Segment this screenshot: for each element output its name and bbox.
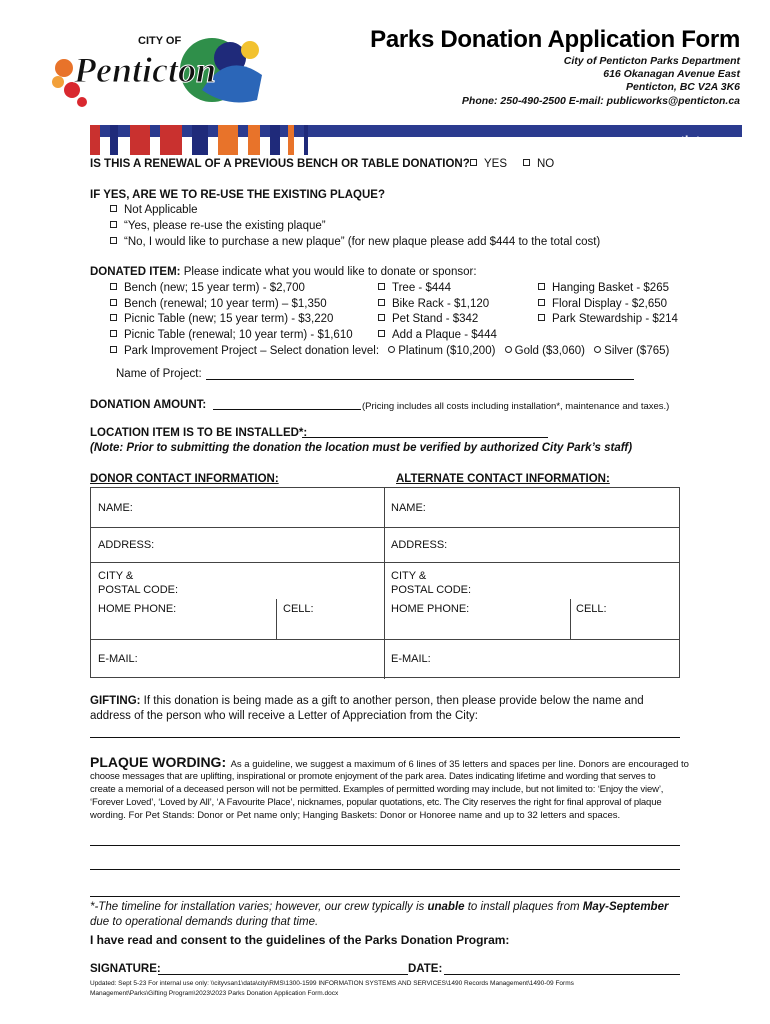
plaque-wording-field[interactable]	[90, 869, 680, 870]
item-option[interactable]: Picnic Table (renewal; 10 year term) - $1,610	[110, 328, 353, 344]
plaque-reuse-question: IF YES, ARE WE TO RE-USE THE EXISTING PLAQUE?	[90, 189, 385, 201]
park-project-option[interactable]: Park Improvement Project – Select donation level: Platinum ($10,200) Gold ($3,060) Silver ($765)	[110, 344, 669, 360]
item-option[interactable]: Add a Plaque - $444	[378, 328, 497, 344]
donor-home-phone-field[interactable]: HOME PHONE:	[98, 603, 177, 615]
alt-cell-field[interactable]: CELL:	[576, 603, 607, 615]
radio-gold[interactable]	[505, 346, 512, 353]
footer-line: Updated: Sept 5-23 For internal use only: \\cityvsan1\data\city\RMS\1300-1599 INFORMATION SYSTEMS AND SERVICES\1490 Records Management\1490-09 Forms	[90, 980, 574, 987]
location-label: LOCATION ITEM IS TO BE INSTALLED*:	[90, 427, 308, 439]
timeline-note-2: due to operational demands during that time.	[90, 916, 319, 928]
alt-email-field[interactable]: E-MAIL:	[391, 653, 431, 665]
alt-address-field[interactable]: ADDRESS:	[391, 539, 448, 551]
donation-amount-label: DONATION AMOUNT:	[90, 399, 207, 411]
item-option[interactable]: Park Stewardship - $214	[538, 312, 678, 328]
plaque-wording-intro: PLAQUE WORDING: As a guideline, we suggest a maximum of 6 lines of 35 letters and spaces per line. Donors are encouraged to	[90, 754, 689, 770]
renewal-yes-option[interactable]: YES	[470, 157, 507, 173]
donated-item-heading: DONATED ITEM: Please indicate what you would like to donate or sponsor:	[90, 266, 477, 278]
donor-contact-heading: DONOR CONTACT INFORMATION:	[90, 473, 279, 485]
donor-city-field[interactable]: CITY & POSTAL CODE:	[98, 570, 179, 596]
alt-name-field[interactable]: NAME:	[391, 502, 426, 514]
donation-amount-field[interactable]	[213, 409, 361, 410]
gifting-field[interactable]	[90, 737, 680, 738]
plaque-option[interactable]: “No, I would like to purchase a new plaque” (for new plaque please add $444 to the total cost)	[110, 235, 600, 251]
item-option[interactable]: Bike Rack - $1,120	[378, 297, 489, 313]
location-field[interactable]	[302, 437, 548, 438]
date-field[interactable]	[444, 974, 680, 975]
plaque-wording-line: wording. For Pet Stands: Donor or Pet name only; Hanging Baskets: Donor or Honoree name and up to 32 letters and spaces.	[90, 810, 621, 821]
signature-label: SIGNATURE:	[90, 963, 161, 975]
consent-statement: I have read and consent to the guidelines of the Parks Donation Program:	[90, 933, 510, 947]
donor-email-field[interactable]: E-MAIL:	[98, 653, 138, 665]
donor-cell-field[interactable]: CELL:	[283, 603, 314, 615]
checkbox-no[interactable]	[523, 159, 530, 166]
project-name-label: Name of Project:	[116, 368, 202, 380]
item-option[interactable]: Picnic Table (new; 15 year term) - $3,220	[110, 312, 333, 328]
item-option[interactable]: Bench (new; 15 year term) - $2,700	[110, 281, 305, 297]
plaque-wording-line: create a memorial of a deceased person will not be permitted. Examples of permitted wording may include, but not limited to: ‘Enjoy the view’,	[90, 784, 664, 795]
project-name-field[interactable]	[206, 379, 634, 380]
department-name: City of Penticton Parks Department	[563, 55, 740, 67]
plaque-wording-line: choose messages that are uplifting, inspirational or promote enjoyment of the park area. Dates indicating lifetime and wording that serves to	[90, 771, 656, 782]
gifting-text-2: address of the person who will receive a Letter of Appreciation from the City:	[90, 710, 479, 722]
item-option[interactable]: Hanging Basket - $265	[538, 281, 669, 297]
city-address: Penticton, BC V2A 3K6	[626, 81, 740, 93]
pricing-note: (Pricing includes all costs including installation*, maintenance and taxes.)	[362, 401, 670, 412]
item-option[interactable]: Tree - $444	[378, 281, 451, 297]
date-label: DATE:	[408, 963, 443, 975]
location-note: (Note: Prior to submitting the donation the location must be verified by authorized City Park’s staff)	[90, 442, 633, 454]
item-option[interactable]: Floral Display - $2,650	[538, 297, 667, 313]
plaque-wording-line: ‘Forever Loved’, ‘Loved by All’, ‘A Favourite Place’, nicknames, popular quotations, etc. The City reserves the right for final approval of plaque	[90, 797, 662, 808]
checkbox-yes[interactable]	[470, 159, 477, 166]
donor-name-field[interactable]: NAME:	[98, 502, 133, 514]
renewal-no-option[interactable]: NO	[523, 157, 554, 173]
street-address: 616 Okanagan Avenue East	[603, 68, 740, 80]
donor-address-field[interactable]: ADDRESS:	[98, 539, 155, 551]
alt-city-field[interactable]: CITY & POSTAL CODE:	[391, 570, 472, 596]
radio-silver[interactable]	[594, 346, 601, 353]
svg-text:CITY OF: CITY OF	[138, 35, 182, 47]
radio-platinum[interactable]	[388, 346, 395, 353]
contact-line: Phone: 250-490-2500 E-mail: publicworks@penticton.ca	[461, 95, 740, 107]
signature-field[interactable]	[158, 974, 408, 975]
item-option[interactable]: Pet Stand - $342	[378, 312, 478, 328]
footer-line: Management\Parks\Gifting Program\2023\2023 Parks Donation Application Form.docx	[90, 990, 339, 997]
alt-home-phone-field[interactable]: HOME PHONE:	[391, 603, 470, 615]
plaque-option[interactable]: “Yes, please re-use the existing plaque”	[110, 219, 326, 235]
plaque-option[interactable]: Not Applicable	[110, 203, 198, 219]
svg-text:Penticton: Penticton	[74, 50, 216, 90]
website-label: penticton.ca	[657, 133, 734, 148]
contact-grid	[90, 487, 680, 678]
gifting-text: GIFTING: If this donation is being made as a gift to another person, then please provide below the name and	[90, 695, 644, 707]
alternate-contact-heading: ALTERNATE CONTACT INFORMATION:	[396, 473, 610, 485]
timeline-note: *-The timeline for installation varies; however, our crew typically is unable to install plaques from May-September	[90, 901, 669, 913]
item-option[interactable]: Bench (renewal; 10 year term) – $1,350	[110, 297, 327, 313]
plaque-wording-field[interactable]	[90, 845, 680, 846]
plaque-wording-field[interactable]	[90, 896, 680, 897]
header-band	[90, 125, 742, 155]
renewal-question: IS THIS A RENEWAL OF A PREVIOUS BENCH OR TABLE DONATION?	[90, 158, 470, 170]
form-title: Parks Donation Application Form	[370, 26, 740, 53]
